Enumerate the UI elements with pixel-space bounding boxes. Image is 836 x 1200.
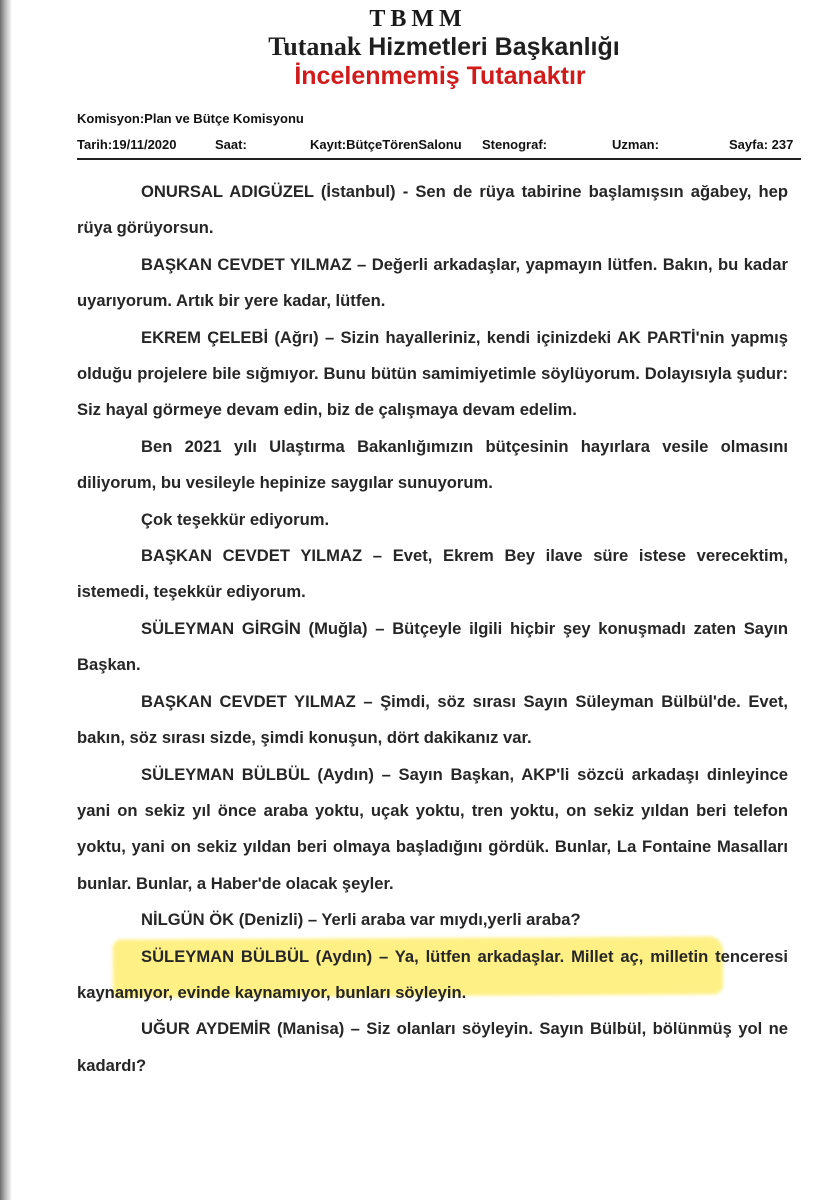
transcript-body [77,174,788,1084]
highlighted-paragraph: NİLGÜN ÖK (Denizli) – Yerli araba var mıydı,yerli araba? [141,910,581,930]
transcript-paragraph: ONURSAL ADIGÜZEL (İstanbul) - Sen de rüya tabirine başlamışsın ağabey, hep rüya görüyorsun. [77,182,788,238]
page-number: Sayfa: 237 [729,137,794,152]
transcript-paragraph: SÜLEYMAN GİRGİN (Muğla) – Bütçeyle ilgili hiçbir şey konuşmadı zaten Sayın Başkan. [77,618,788,675]
transcript-paragraph: BAŞKAN CEVDET YILMAZ – Değerli arkadaşlar, yapmayın lütfen. Bakın, bu kadar uyarıyorum. Artık bir yere kadar, lütfen. [77,254,788,311]
transcript-paragraph: SÜLEYMAN BÜLBÜL (Aydın) – Sayın Başkan, AKP'li sözcü arkadaşı dinleyince yani on sekiz yıl önce araba yoktu, uçak yoktu, tren yoktu, on sekiz yıldan beri telefon yoktu, yani on sekiz yıldan beri olmaya başladığını gördük. Bunlar, La Fontaine Masalları bunlar. Bunlar, a Haber'de olacak şeyler. [77,764,788,893]
meta-row [77,137,799,153]
date-field: Tarih:19/11/2020 [77,137,177,152]
scan-edge-shadow [0,0,12,1200]
department-title-part2: Hizmetleri Başkanlığı [368,33,620,61]
transcript-paragraph: Ben 2021 yılı Ulaştırma Bakanlığımızın bütçesinin hayırlara vesile olmasını diliyorum, bu vesileyle hepinize saygılar sunuyorum. [77,436,788,493]
org-title: TBMM [369,6,467,32]
unreviewed-notice: İncelenmemiş Tutanaktır [294,62,586,90]
stenographer-field: Stenograf: [482,137,547,152]
transcript-paragraph: BAŞKAN CEVDET YILMAZ – Şimdi, söz sırası Sayın Süleyman Bülbül'de. Evet, bakın, söz sırası sizde, şimdi konuşun, dört dakikanız var. [77,691,788,748]
transcript-paragraph: SÜLEYMAN BÜLBÜL (Aydın) – Ya, lütfen arkadaşlar. Millet aç, milletin tenceresi kaynamıyor, evinde kaynamıyor, bunları söyleyin. [77,946,788,1002]
record-field: Kayıt:BütçeTörenSalonu [310,137,462,152]
transcript-paragraph: UĞUR AYDEMİR (Manisa) – Siz olanları söyleyin. Sayın Bülbül, bölünmüş yol ne kadardı? [77,1019,788,1075]
time-field: Saat: [215,137,247,152]
header-divider [77,158,801,160]
commission-label: Komisyon:Plan ve Bütçe Komisyonu [77,111,304,126]
expert-field: Uzman: [612,137,659,152]
department-title [0,32,836,62]
department-title-part1: Tutanak [268,32,362,61]
transcript-paragraph: EKREM ÇELEBİ (Ağrı) – Sizin hayalleriniz, kendi içinizdeki AK PARTİ'nin yapmış olduğu projelere bile sığmıyor. Bunu bütün samimiyetimle söylüyorum. Dolayısıyla şudur: Siz hayal görmeye devam edin, biz de çalışmaya devam edelim. [77,327,788,420]
transcript-paragraph: Çok teşekkür ediyorum. [141,509,330,529]
transcript-paragraph: BAŞKAN CEVDET YILMAZ – Evet, Ekrem Bey ilave süre istese verecektim, istemedi, teşekkür ediyorum. [77,546,788,602]
